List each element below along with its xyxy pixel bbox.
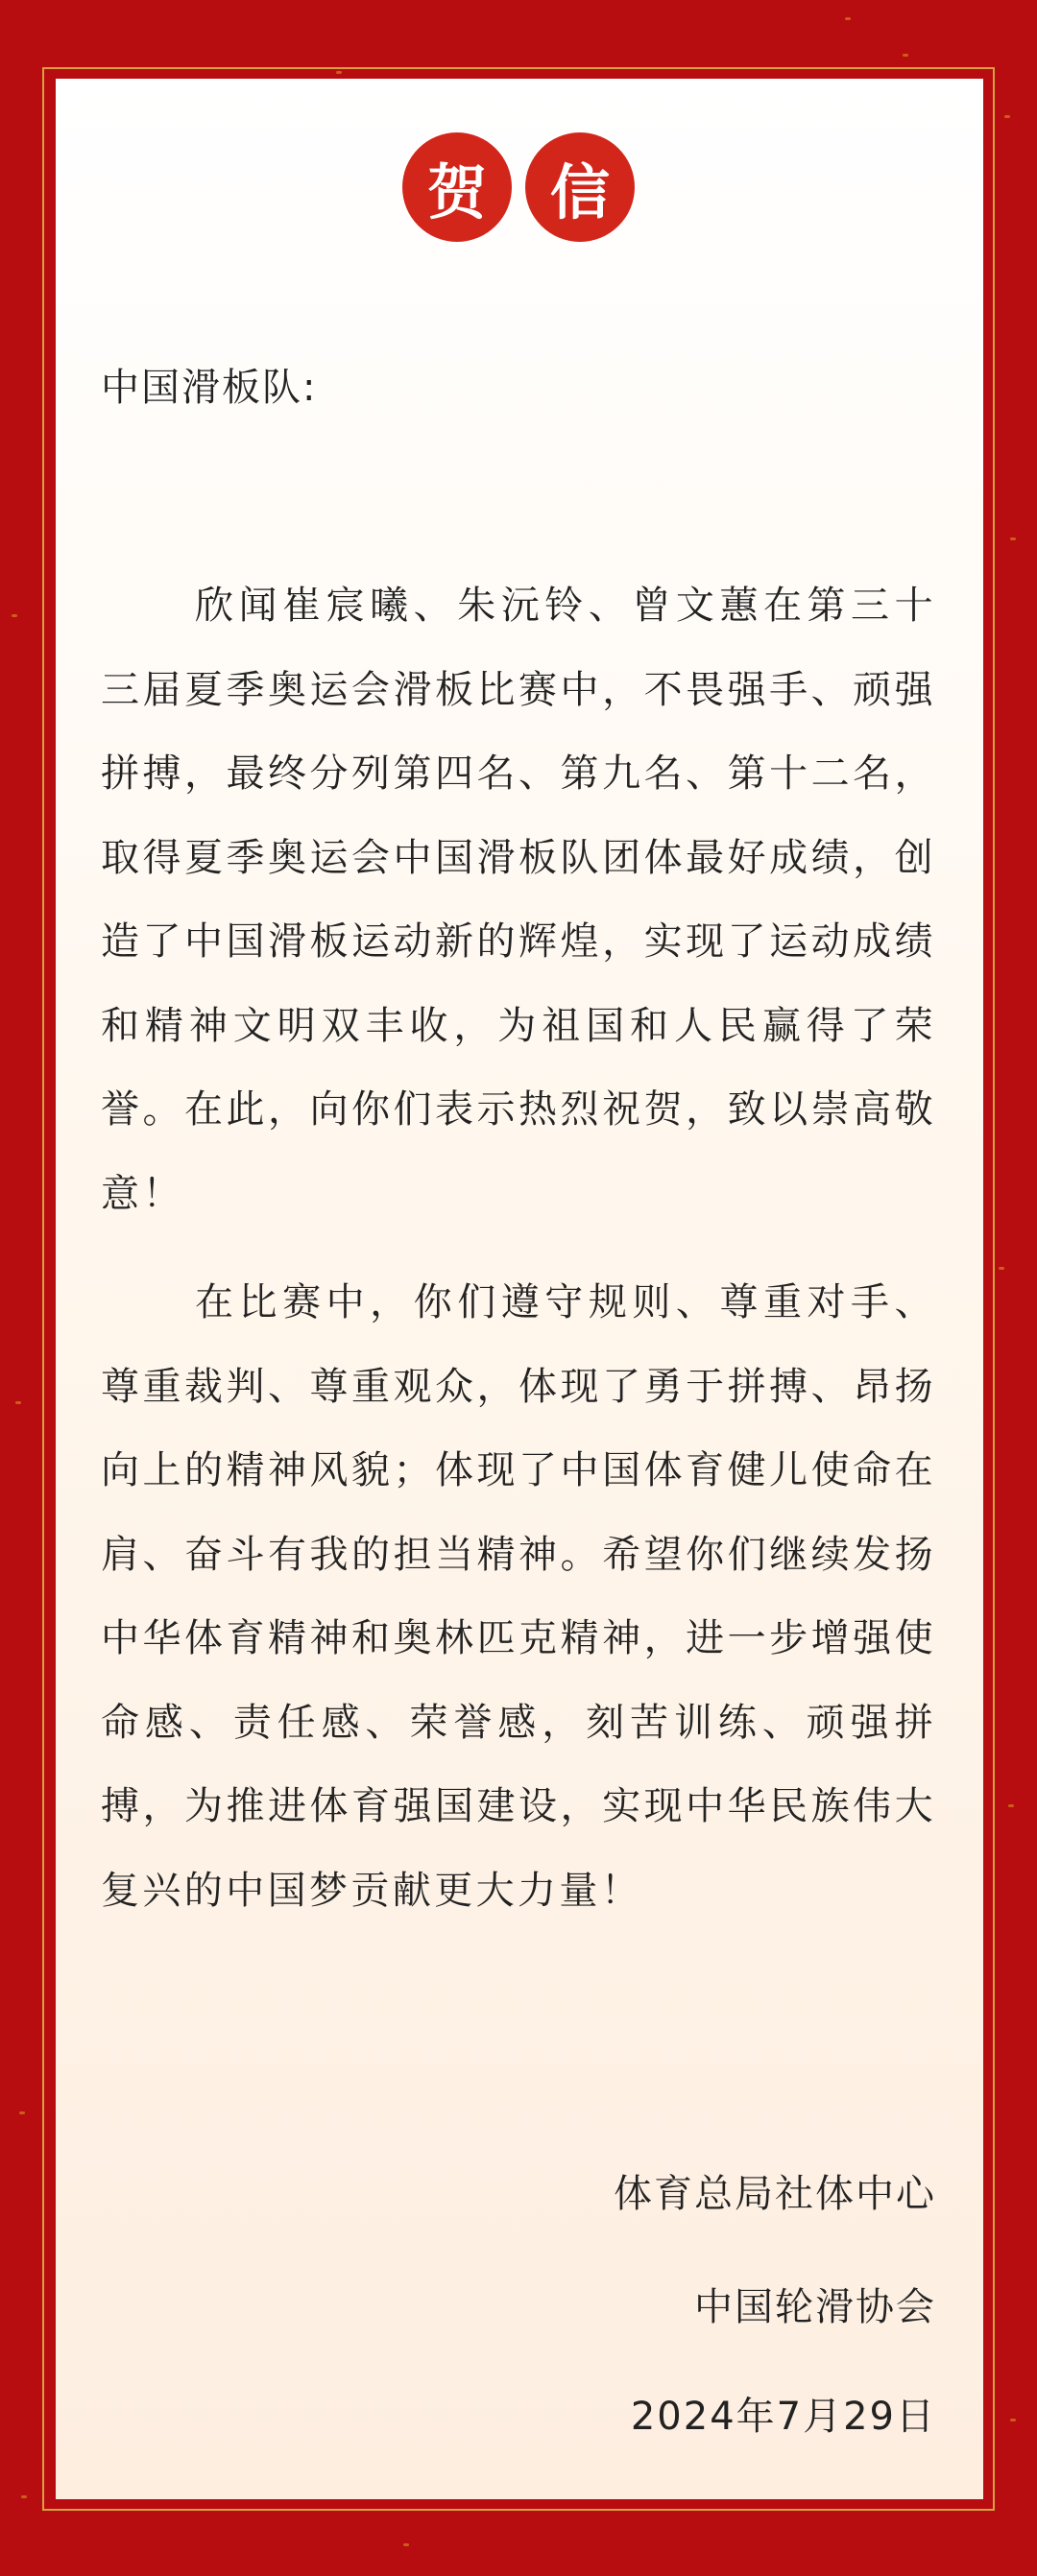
letter-date: 2024年7月29日 — [630, 2395, 936, 2439]
salutation: 中国滑板队: — [101, 366, 318, 410]
letter-title — [0, 132, 1037, 242]
title-char-circle: 信 — [525, 132, 635, 242]
speckle — [12, 614, 17, 617]
speckle — [19, 2111, 25, 2114]
signature-1: 体育总局社体中心 — [614, 2172, 936, 2216]
speckle — [999, 1267, 1004, 1270]
speckle — [1010, 2419, 1016, 2421]
speckle — [15, 1401, 21, 1404]
paragraph-2: 在比赛中，你们遵守规则、尊重对手、尊重裁判、尊重观众，体现了勇于拼搏、昂扬向上的精神风貌；体现了中国体育健儿使命在肩、奋斗有我的担当精神。希望你们继续发扬中华体育精神和奥林匹克精神，进一步增强使命感、责任感、荣誉感，刻苦训练、顽强拼搏，为推进体育强国建设，实现中华民族伟大复兴的中国梦贡献更大力量！ — [101, 1280, 936, 1913]
speckle — [1010, 537, 1016, 540]
speckle — [21, 2495, 27, 2498]
speckle — [845, 17, 851, 20]
speckle — [1004, 115, 1010, 118]
speckle — [903, 54, 908, 57]
signature-2: 中国轮滑协会 — [694, 2285, 936, 2329]
speckle — [1008, 1804, 1014, 1807]
speckle — [403, 2543, 409, 2546]
title-char-circle: 贺 — [402, 132, 512, 242]
paragraph-1: 欣闻崔宸曦、朱沅铃、曾文蕙在第三十三届夏季奥运会滑板比赛中，不畏强手、顽强拼搏，最终分列第四名、第九名、第十二名，取得夏季奥运会中国滑板队团体最好成绩，创造了中国滑板运动新的辉煌，实现了运动成绩和精神文明双丰收，为祖国和人民赢得了荣誉。在此，向你们表示热烈祝贺，致以崇高敬意！ — [101, 584, 936, 1216]
